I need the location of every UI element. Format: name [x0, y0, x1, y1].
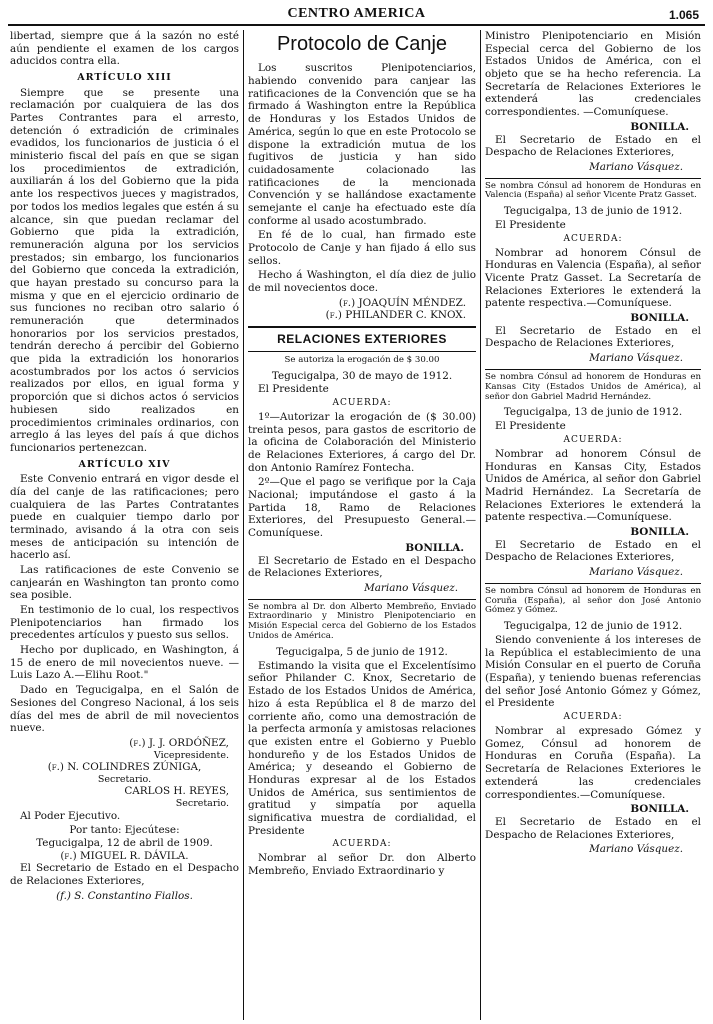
paragraph: Hecho á Washington, el día diez de julio de mil novecientos doce. [248, 269, 476, 295]
article-heading: ARTÍCULO XIII [77, 72, 172, 84]
paragraph: Nombrar al señor Dr. don Alberto Membreño, Enviado Extraordinario y [248, 852, 476, 878]
paragraph: En testimonio de lo cual, los respectivos Plenipotenciarios han firmado los precedentes artículos y puesto sus sellos. [10, 604, 239, 642]
dateline: Tegucigalpa, 13 de junio de 1912. [503, 406, 683, 419]
notice: Se nombra Cónsul ad honorem de Honduras en Kansas City (Estados Unidos de América), al señor don Gabriel Madrid Hernández. [485, 369, 701, 403]
signature: Mariano Vásquez. [364, 581, 458, 594]
signature: (f.) MIGUEL R. DÁVILA. [60, 849, 189, 862]
notice: Se nombra Cónsul ad honorem de Honduras en Valencia (España) al señor Vicente Pratz Gasset. [485, 178, 701, 202]
signature: Mariano Vásquez. [589, 352, 683, 365]
paragraph: Nombrar al expresado Gómez y Gomez, Cónsul ad honorem de Honduras en Coruña (España). La Secretaría de Relaciones Exteriores le extenderá las credenciales correspondientes.—Comuníquese. [485, 725, 701, 801]
acuerda-heading: ACUERDA: [563, 712, 623, 723]
paragraph: El Secretario de Estado en el Despacho de Relaciones Exteriores, [485, 815, 701, 841]
paragraph: Al Poder Ejecutivo. [20, 809, 121, 822]
paragraph: Nombrar ad honorem Cónsul de Honduras en Kansas City, Estados Unidos de América, al señor don Gabriel Madrid Hernández. La Secretaría de Relaciones Exteriores le extenderá la patente respectiva.—Comuníquese. [485, 447, 701, 524]
paragraph: Estimando la visita que el Excelentísimo señor Philander C. Knox, Secretario de Estado de los Estados Unidos de América, hizo á esta República el 8 de marzo del corriente año, como una demostración de la perfecta armonía y amistosas relaciones que existen entre el Gobierno y Pueblo hondureño y de los Estados Unidos de América; y deseando el Gobierno de Honduras expresar al de los Estados Unidos de América, sus sentimientos de gratitud y simpatía por aquella significativa muestra de cordialidad, el Presidente [248, 659, 476, 837]
paragraph: En fé de lo cual, han firmado este Protocolo de Canje y han fijado á ello sus sellos. [248, 229, 476, 267]
paragraph: Dado en Tegucigalpa, en el Salón de Sesiones del Congreso Nacional, á los seis días del mes de abril de mil novecientos nueve. [10, 684, 239, 735]
paragraph: El Secretario de Estado en el Despacho de Relaciones Exteriores, [485, 538, 701, 564]
signature: Mariano Vásquez. [589, 160, 683, 173]
signature-title: Secretario. [97, 773, 152, 785]
notice: Se nombra al Dr. don Alberto Membreño, Enviado Extraordinario y Ministro Plenipotenciario en Misión Especial cerca del Gobierno de los Estados Unidos de América. [248, 599, 476, 643]
paragraph: El Secretario de Estado en el Despacho de Relaciones Exteriores, [485, 133, 701, 159]
column-3 [481, 30, 705, 1020]
signature: Mariano Vásquez. [589, 843, 683, 856]
signature: BONILLA. [630, 525, 689, 538]
signature: (f.) N. COLINDRES ZÚNIGA, [47, 761, 202, 774]
signature: CARLOS H. REYES, [124, 785, 229, 798]
signature: BONILLA. [630, 312, 689, 325]
signature: Mariano Vásquez. [589, 566, 683, 578]
acuerda-heading: ACUERDA: [332, 398, 392, 409]
paragraph: libertad, siempre que á la sazón no esté aún pendiente el examen de los cargos aducidos contra ella. [10, 30, 239, 68]
column-2 [243, 30, 481, 1020]
column-1 [8, 30, 243, 1020]
paragraph: El Presidente [495, 420, 566, 433]
article-heading: ARTÍCULO XIV [78, 458, 171, 470]
signature: BONILLA. [630, 803, 689, 816]
dateline: Tegucigalpa, 5 de junio de 1912. [276, 646, 448, 659]
notice: Se autoriza la erogación de $ 30.00 [284, 354, 440, 365]
paragraph: El Secretario de Estado en el Despacho de Relaciones Exteriores, [10, 862, 239, 888]
paragraph: Siendo conveniente á los intereses de la República el establecimiento de una Misión Consular en el puerto de Coruña (España), y teniendo buenas referencias del señor José Antonio Gómez y Gómez, el Presidente [485, 634, 701, 710]
signature: (f.) J. J. ORDÓÑEZ, [129, 736, 229, 749]
dateline: Tegucigalpa, 13 de junio de 1912. [503, 205, 683, 218]
dateline: Tegucigalpa, 12 de abril de 1909. [36, 837, 213, 850]
paragraph: 1º—Autorizar la erogación de ($ 30.00) treinta pesos, para gastos de escritorio de la oficina de Colaboración del Ministerio de Relaciones Exteriores, á cargo del Dr. don Antonio Ramírez Fontecha. [248, 410, 476, 474]
signature-title: Vicepresidente. [153, 749, 229, 761]
execution-order: Por tanto: Ejecútese: [69, 824, 180, 837]
paragraph: El Secretario de Estado en el Despacho de Relaciones Exteriores, [248, 554, 476, 580]
signature: (f.) PHILANDER C. KNOX. [325, 309, 466, 322]
paragraph: Este Convenio entrará en vigor desde el día del canje de las ratificaciones; pero cualquiera de las Partes Contratantes puede en cualquier tiempo darlo por terminado, avisando á la otra con seis meses de anticipación su intención de hacerlo así. [10, 473, 239, 562]
notice: Se nombra Cónsul ad honorem de Honduras en Coruña (España), al señor don José Antonio Gómez y Gómez. [485, 583, 701, 617]
acuerda-heading: ACUERDA: [332, 839, 392, 850]
acuerda-heading: ACUERDA: [563, 434, 623, 445]
paragraph: Hecho por duplicado, en Washington, á 15 de enero de mil novecientos nueve. —Luis Lazo A.—Elihu Root." [10, 644, 239, 682]
paragraph: 2º—Que el pago se verifique por la Caja Nacional; imputándose el gasto á la Partida 18, Ramo de Relaciones Exteriores, del Presupuesto General.—Comuníquese. [248, 476, 476, 540]
columns [8, 30, 705, 1020]
section-heading: RELACIONES EXTERIORES [248, 326, 476, 352]
dateline: Tegucigalpa, 12 de junio de 1912. [503, 620, 683, 633]
signature: (f.) S. Constantino Fiallos. [56, 889, 193, 902]
paragraph: Las ratificaciones de este Convenio se canjearán en Washington tan pronto como sea posible. [10, 563, 239, 602]
signature-title: Secretario. [175, 798, 229, 810]
paragraph: El Presidente [258, 383, 329, 396]
page-number: 1.065 [668, 8, 699, 22]
paragraph: Siempre que se presente una reclamación por cualquiera de las dos Partes Contrantes para el arresto, detención ó extradición de criminales evadidos, los funcionarios de justicia ó el ministerio fiscal del país en que se sigan los procedimientos de extradición, auxiliarán á los del Gobierno que la pida ante los respectivos jueces y magistrados, por todos los medios legales que estén á su alcance, sin que puedan reclamar del Gobierno que pida la extradición, remuneración alguna por los servicios prestados; sin embargo, los funcionarios del Gobierno que conceda la extradición, que hayan prestado su concurso para la misma y que en el ejercicio ordinario de sus funciones no reciban otro salario ó remuneración que determinados honorarios por los servicios prestados, tendrán derecho á percibir del Gobierno que pida la extradición los honorarios acostumbrados por los actos ó servicios realizados por ellos, en igual forma y proporción que si dichos actos ó servicios hubiesen sido realizados en procedimientos criminales ordinarios, con arreglo á las leyes del país á que dichos funcionarios pertenezcan. [10, 86, 239, 454]
masthead [8, 6, 705, 26]
paragraph: Los suscritos Plenipotenciarios, habiendo convenido para canjear las ratificaciones de la Convención que se ha firmado á Washington entre la República de Honduras y los Estados Unidos de América, según lo que en este Protocolo se dispone la extradición mutua de los fugitivos de justicia y han sido cuidadosamente colacionado las ratificaciones de la mencionada Convención y se hallándose exactamente semejante el canje ha efectuado este día conforme al usado acostumbrado. [248, 62, 476, 227]
section-title: Protocolo de Canje [276, 33, 448, 55]
paragraph: Nombrar ad honorem Cónsul de Honduras en Valencia (España), al señor Vicente Pratz Gasset. La Secretaría de Relaciones Exteriores le extenderá la patente respectiva.—Comuníquese. [485, 246, 701, 310]
acuerda-heading: ACUERDA: [563, 233, 623, 244]
signature: (f.) JOAQUÍN MÉNDEZ. [338, 296, 466, 309]
paragraph: Ministro Plenipotenciario en Misión Especial cerca del Gobierno de los Estados Unidos de América, con el objeto que se ha hecho referencia. La Secretaría de Relaciones Exteriores le extenderá las credenciales correspondientes. —Comuníquese. [485, 30, 701, 119]
signature: BONILLA. [405, 541, 464, 554]
signature: BONILLA. [630, 120, 689, 133]
paragraph: El Presidente [495, 219, 566, 231]
newspaper-title: CENTRO AMERICA [287, 6, 426, 21]
dateline: Tegucigalpa, 30 de mayo de 1912. [271, 369, 453, 382]
paragraph: El Secretario de Estado en el Despacho de Relaciones Exteriores, [485, 324, 701, 350]
